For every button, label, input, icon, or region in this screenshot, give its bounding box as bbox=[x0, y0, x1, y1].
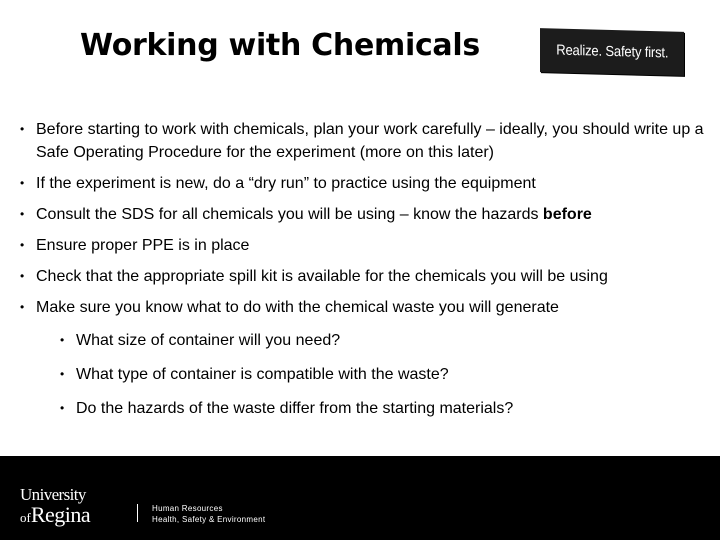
bullet-item bbox=[20, 172, 710, 195]
logo-regina: Regina bbox=[30, 502, 91, 527]
bullet-dot: • bbox=[20, 238, 25, 252]
bullet-item bbox=[20, 203, 710, 226]
bullet-text-with-emphasis bbox=[36, 203, 710, 226]
bullet-list bbox=[20, 118, 710, 431]
slide-title: Working with Chemicals bbox=[80, 28, 480, 63]
bullet-text: Make sure you know what to do with the chemical waste you will generate bbox=[36, 299, 559, 316]
sub-bullet-item bbox=[60, 329, 710, 352]
bullet-text: If the experiment is new, do a “dry run” to practice using the equipment bbox=[36, 175, 536, 192]
sub-bullet-list bbox=[20, 329, 710, 420]
department-line-1: Human Resources bbox=[152, 504, 223, 513]
university-logo bbox=[20, 486, 90, 526]
sub-bullet-text: Do the hazards of the waste differ from the starting materials? bbox=[76, 400, 514, 417]
bullet-dot: • bbox=[20, 300, 25, 314]
bullet-dot: • bbox=[20, 176, 25, 190]
sub-bullet-item bbox=[60, 397, 710, 420]
footer-divider bbox=[137, 504, 138, 522]
bullet-item bbox=[20, 118, 710, 164]
footer-bar bbox=[0, 456, 720, 540]
bullet-text: Ensure proper PPE is in place bbox=[36, 237, 250, 254]
sub-bullet-text: What size of container will you need? bbox=[76, 332, 341, 349]
department-label bbox=[152, 503, 265, 525]
department-line-2: Health, Safety & Environment bbox=[152, 515, 266, 524]
bullet-item bbox=[20, 265, 710, 288]
bullet-text: Before starting to work with chemicals, plan your work carefully – ideally, you should write up a Safe Operating Procedure for the experiment (more on this later) bbox=[36, 121, 704, 161]
logo-of: of bbox=[20, 510, 31, 525]
bullet-emphasis: before bbox=[542, 206, 592, 223]
logo-line-regina bbox=[20, 504, 90, 526]
bullet-dot: • bbox=[20, 122, 25, 136]
sub-bullet-text: What type of container is compatible with the waste? bbox=[76, 366, 449, 383]
bullet-dot: • bbox=[60, 367, 65, 381]
bullet-text: Check that the appropriate spill kit is available for the chemicals you will be using bbox=[36, 268, 608, 285]
bullet-dot: • bbox=[20, 207, 25, 221]
safety-first-badge bbox=[540, 28, 684, 76]
bullet-dot: • bbox=[60, 401, 65, 415]
logo-line-university: University bbox=[20, 485, 86, 504]
bullet-text: Consult the SDS for all chemicals you will be using – know the hazards bbox=[36, 206, 539, 223]
bullet-item bbox=[20, 296, 710, 319]
sub-bullet-item bbox=[60, 363, 710, 386]
bullet-item bbox=[20, 234, 710, 257]
badge-text: Realize. Safety first. bbox=[555, 42, 669, 62]
bullet-dot: • bbox=[20, 269, 25, 283]
bullet-dot: • bbox=[60, 333, 65, 347]
